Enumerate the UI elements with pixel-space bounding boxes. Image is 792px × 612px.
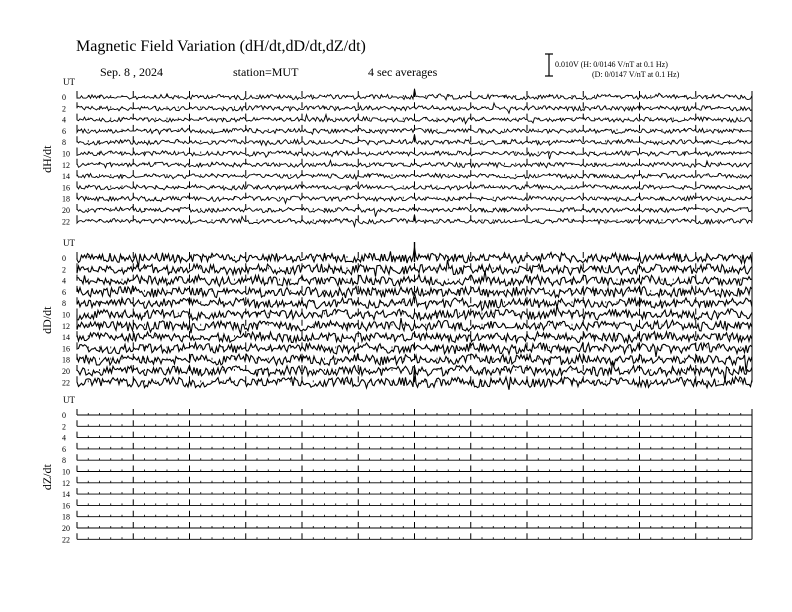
hour-tick-label: 18 xyxy=(62,194,70,204)
date-label: Sep. 8 , 2024 xyxy=(100,65,163,79)
hour-tick-label: 4 xyxy=(62,115,66,125)
hour-tick-label: 10 xyxy=(62,149,70,159)
hour-tick-label: 22 xyxy=(62,378,70,388)
hour-tick-label: 12 xyxy=(62,478,70,488)
scale-d-note: (D: 0/0147 V/nT at 0.1 Hz) xyxy=(592,70,680,79)
trace-line xyxy=(77,332,752,343)
averaging-label: 4 sec averages xyxy=(368,65,438,79)
scale-bar xyxy=(545,54,553,76)
hour-tick-label: 16 xyxy=(62,183,70,193)
scale-h-note: (H: 0/0146 V/nT at 0.1 Hz) xyxy=(580,60,668,69)
hour-tick-label: 10 xyxy=(62,467,70,477)
hour-tick-label: 4 xyxy=(62,276,66,286)
hour-tick-label: 8 xyxy=(62,456,66,466)
panel-dZ-dt xyxy=(40,395,752,544)
hour-tick-label: 18 xyxy=(62,512,70,522)
hour-tick-label: 0 xyxy=(62,93,66,102)
hour-tick-label: 20 xyxy=(62,524,70,533)
panel-ylabel: dD/dt xyxy=(40,306,54,334)
hour-tick-label: 12 xyxy=(62,321,70,331)
hour-tick-label: 14 xyxy=(62,172,70,182)
hour-tick-label: 0 xyxy=(62,411,66,420)
hour-tick-label: 18 xyxy=(62,355,70,365)
ut-label: UT xyxy=(63,395,75,405)
hour-tick-label: 8 xyxy=(62,138,66,148)
hour-tick-label: 4 xyxy=(62,433,66,443)
hour-tick-label: 2 xyxy=(62,422,66,432)
hour-tick-label: 6 xyxy=(62,444,66,454)
hour-tick-label: 2 xyxy=(62,104,66,114)
hour-tick-label: 16 xyxy=(62,344,70,354)
hour-tick-label: 0 xyxy=(62,254,66,263)
panel-dH-dt xyxy=(40,77,752,226)
hour-tick-label: 16 xyxy=(62,501,70,511)
scale-value: 0.010V xyxy=(555,60,579,69)
hour-tick-label: 14 xyxy=(62,333,70,343)
hour-tick-label: 20 xyxy=(62,367,70,376)
ut-label: UT xyxy=(63,77,75,87)
panel-dD-dt xyxy=(40,238,752,390)
panel-ylabel: dZ/dt xyxy=(40,464,54,491)
hour-tick-label: 6 xyxy=(62,126,66,136)
panel-ylabel: dH/dt xyxy=(40,145,54,173)
hour-tick-label: 14 xyxy=(62,490,70,500)
hour-tick-label: 8 xyxy=(62,299,66,309)
hour-tick-label: 2 xyxy=(62,265,66,275)
hour-tick-label: 22 xyxy=(62,217,70,227)
station-label: station=MUT xyxy=(233,65,299,79)
hour-tick-label: 20 xyxy=(62,206,70,215)
hour-tick-label: 12 xyxy=(62,160,70,170)
hour-tick-label: 6 xyxy=(62,287,66,297)
hour-tick-label: 22 xyxy=(62,535,70,545)
hour-tick-label: 10 xyxy=(62,310,70,320)
ut-label: UT xyxy=(63,238,75,248)
chart-title: Magnetic Field Variation (dH/dt,dD/dt,dZ/dt) xyxy=(76,38,366,55)
